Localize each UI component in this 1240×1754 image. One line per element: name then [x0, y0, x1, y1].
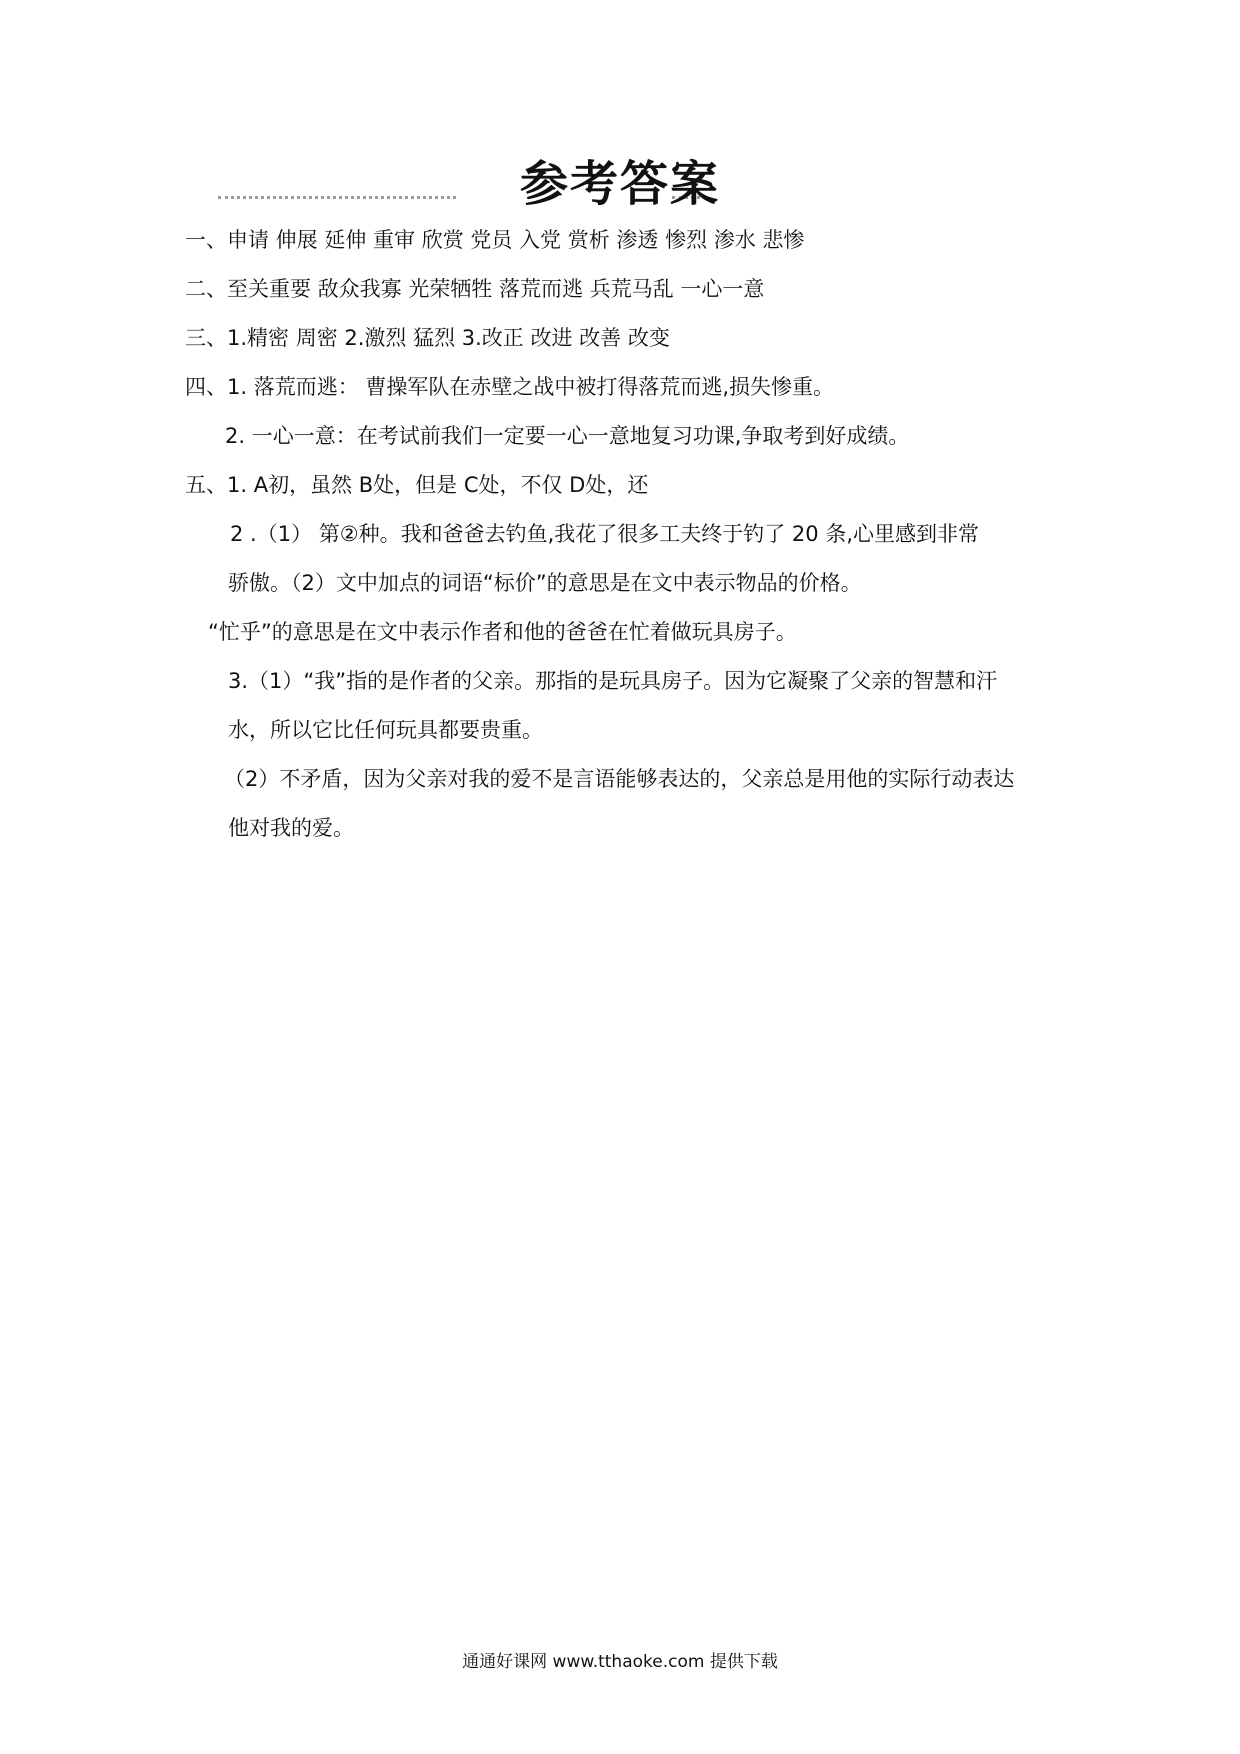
- answer-line-5-3c: （2）不矛盾，因为父亲对我的爱不是言语能够表达的，父亲总是用他的实际行动表达: [224, 767, 1015, 791]
- page-footer: 通通好课网 www.tthaoke.com 提供下载: [462, 1652, 778, 1672]
- answer-line-5-3a: 3.（1）“我”指的是作者的父亲。那指的是玩具房子。因为它凝聚了父亲的智慧和汗: [228, 669, 998, 693]
- answer-line-3: 三、1.精密 周密 2.激烈 猛烈 3.改正 改进 改善 改变: [185, 326, 670, 350]
- answer-line-1: 一、申请 伸展 延伸 重审 欣赏 党员 入党 赏析 渗透 惨烈 渗水 悲惨: [185, 228, 805, 252]
- answer-line-5-2c: “忙乎”的意思是在文中表示作者和他的爸爸在忙着做玩具房子。: [208, 620, 797, 644]
- answer-line-5-3b: 水，所以它比任何玩具都要贵重。: [228, 718, 543, 742]
- page-title: 参考答案: [519, 156, 720, 212]
- answer-line-5-3d: 他对我的爱。: [228, 816, 354, 840]
- answer-line-2: 二、至关重要 敌众我寡 光荣牺牲 落荒而逃 兵荒马乱 一心一意: [185, 277, 765, 301]
- answer-line-4-2: 2. 一心一意：在考试前我们一定要一心一意地复习功课,争取考到好成绩。: [225, 424, 910, 448]
- answer-line-5-2b: 骄傲。（2）文中加点的词语“标价”的意思是在文中表示物品的价格。: [228, 571, 862, 595]
- answer-line-4-1: 四、1. 落荒而逃： 曹操军队在赤壁之战中被打得落荒而逃,损失惨重。: [185, 375, 835, 399]
- answer-line-5-2a: 2 .（1） 第②种。我和爸爸去钓鱼,我花了很多工夫终于钓了 20 条,心里感到非常: [230, 522, 979, 546]
- answer-line-5-1: 五、1. A初，虽然 B处，但是 C处，不仅 D处，还: [185, 473, 649, 497]
